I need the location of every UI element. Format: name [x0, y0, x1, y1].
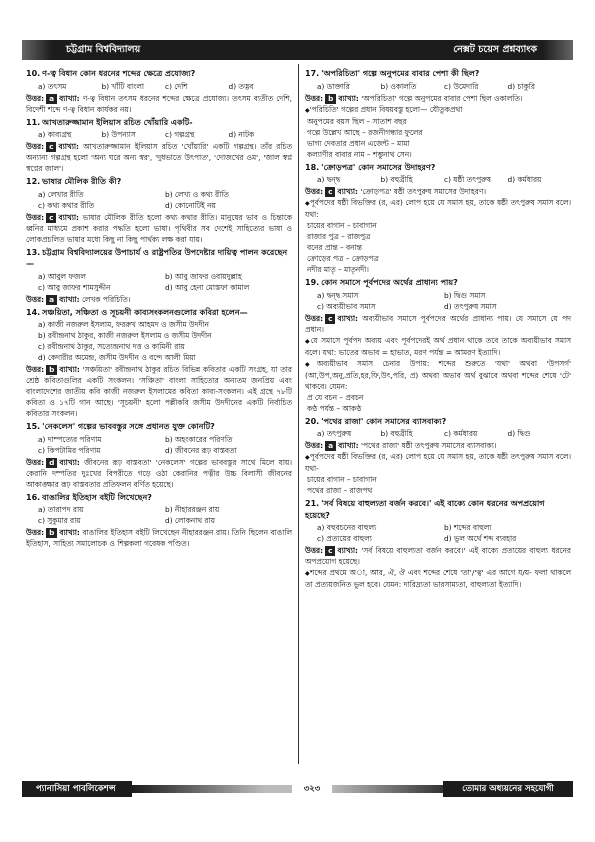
header-cap-right [543, 40, 573, 60]
option: b) অহংকারের পরিণতি [165, 434, 233, 444]
question-stem: ণ-ত্ব বিধান কোন ধরনের শব্দের ক্ষেত্রে প্রযোজ্য? [42, 69, 196, 78]
option: b) উপন্যাস [101, 130, 136, 139]
column-divider [298, 64, 299, 764]
question-stem: 'পথের রাজা' কোন সমাসের ব্যাসবাক্য? [321, 416, 447, 426]
footer-publisher: প্যানাসিয়া পাবলিকেশন্স [22, 781, 132, 797]
option: b) বহুব্রীহি [380, 175, 413, 184]
question-block [305, 162, 571, 276]
option: c) কিপটামির পরিণাম [38, 445, 101, 455]
answer-label: উত্তর: [26, 457, 45, 467]
answer-explanation [26, 527, 292, 549]
note-bullet: ◆ শব্দের প্রথমে অা, আর, ঐ, ঔ এবং শব্দের শেষে 'তা'/'ত্ব' এর আগে য/য়- ফলা থাকলে তা প্রত্যয়জনিত ভুল হবে। যেমন: দারিদ্র্যতা ভারসাম্যতা, বাহুল্যতা ইত্যাদি। [305, 567, 571, 590]
option: c) উমেদারি [444, 81, 479, 91]
answer-badge: a [325, 441, 336, 451]
answer-label: উত্তর: [26, 365, 45, 374]
note-bullet: ◆ অব্যয়ীভাব সমাস চেনার উপায়: শব্দের শুরুতে 'যথা' অথবা 'উপসর্গ' (আ,উপ,অনু,প্রতি,হর,ফি,উৎ,পরি, প্র) অথবা অভাব অর্থ বুঝাবে অথবা শব্দের শেষে 'টে' থাকবে। যেমন: [305, 358, 571, 392]
answer-label: উত্তর: [305, 93, 324, 103]
question-block [26, 421, 292, 490]
question-block [305, 277, 571, 414]
question-stem: 'ক্রোড়পত্র' কোন সমাসের উদাহরণ? [321, 162, 436, 172]
answer-badge: d [46, 458, 57, 468]
answer-label: উত্তর: [305, 187, 324, 196]
answer-badge: c [46, 213, 56, 223]
option: b) আবু জাফর ওবায়দুল্লাহ [165, 271, 242, 281]
question-block [26, 492, 292, 550]
question-block [305, 416, 571, 497]
note-bullet: ◆ 'পরিচিতি' গল্পের প্রধান বিষয়বস্তু হলো— যৌতুকপ্রথা [305, 104, 571, 116]
option: d) তৎপুরুষ সমাস [444, 301, 497, 311]
footer-slogan: তোমার অধ্যয়নের সহযোগী [443, 781, 573, 797]
example-line: কল্যাণীর বাবার নাম – শম্ভুনাথ সেন। [307, 149, 412, 159]
option: a) কাজী নজরুল ইসলাম, ফররুখ আহমদ ও জসীম উদদীন [38, 320, 209, 329]
option: b) নীহাররঞ্জন রায় [165, 505, 220, 514]
answer-label: উত্তর: [305, 313, 324, 323]
answer-label: উত্তর: [305, 441, 324, 450]
explanation-label: ব্যাখ্যা: [59, 457, 80, 467]
explanation-text: অব্যয়ীভাব সমাসে পূর্বপদের অর্থের প্রাধান্য পায়। যে সমাসে যে পদ প্রধান। [305, 313, 571, 334]
option: a) তারাপদ রায় [38, 505, 84, 514]
explanation-text: আখতারুজ্জামান ইলিয়াস রচিত 'খোঁয়ারি' একটি গল্পগ্রন্থ। তাঁর রচিত অন্যান্য গল্পগ্রন্থ হলো 'অন্য ঘরে অন্য স্বর', 'দুধভাতে উৎপাত', 'দোজখের ওম', 'জাল স্বপ্ন স্বপ্নের জাল'। [26, 142, 292, 173]
option: b) রবীন্দ্রনাথ ঠাকুর, কাজী নজরুল ইসলাম ও জসীম উদদীন [38, 331, 212, 340]
option: a) দ্বন্দ্ব সমাস [317, 290, 359, 300]
explanation-label: ব্যাখ্যা: [337, 187, 358, 196]
question-text [26, 247, 292, 270]
question-number: 18. [305, 162, 320, 172]
question-number: 15. [26, 422, 41, 431]
example-line: বনের প্রান্ত – বনান্ত [307, 243, 362, 252]
option: a) তৎসম [38, 81, 67, 91]
option: d) ভুল অর্থে শব্দ ব্যবহার [444, 534, 517, 543]
question-block [305, 498, 571, 590]
options-grid [317, 290, 571, 312]
option: a) তৎপুরুষ [317, 429, 352, 438]
question-stem: 'অপরিচিতা' গল্পে অনুপমের বাবার পেশা কী ছিল? [321, 69, 480, 78]
question-block [26, 176, 292, 245]
question-block [26, 117, 292, 175]
option: a) দাম্পত্যের পরিণাম [38, 434, 102, 444]
page-number: ৩২৩ [292, 781, 332, 797]
option: b) লেখ্য ও কথ্য রীতি [165, 189, 229, 199]
option: c) কথ্য কথার রীতি [38, 200, 95, 210]
answer-explanation [305, 186, 571, 197]
question-number: 17. [305, 69, 320, 78]
explanation-text: 'সঞ্চয়িতা' রবীন্দ্রনাথ ঠাকুর রচিত বিভিন্ন কবিতার একটি সংগ্রহ, যা তার শ্রেষ্ঠ কবিতাগুলির একটি সংকলন। 'সঞ্চিতা' বাংলা সাহিত্যের অন্যতম জনপ্রিয় এবং বাংলাদেশের জাতীয় কবি কাজী নজরুল ইসলামের কবিতা কাব্য-সংকলন। এই গ্রন্থে ৭৮টি কবিতা ও ১৭টি গান আছে। 'সূচয়নী' হলো পল্লীকবি জসীম উদদীনের একটি নির্বাচিত কবিতার সংকলন। [26, 365, 292, 418]
question-text [26, 68, 292, 80]
option: b) খাঁটি বাংলা [101, 81, 144, 91]
answer-explanation [26, 457, 292, 490]
option: d) আবু হেনা মোস্তফা কামাল [165, 282, 250, 292]
example-line: অনুপমের বয়স ছিল – সাতাশ বছর [307, 116, 407, 126]
option: c) গল্পগ্রন্থ [165, 130, 195, 139]
option: c) দেশি [165, 81, 188, 91]
option: c) কর্মধারয় [444, 429, 478, 438]
question-stem: কোন সমাসে পূর্বপদের অর্থের প্রাধান্য পায়? [321, 278, 458, 287]
option: a) আবুল ফজল [38, 271, 86, 281]
example-line: গল্পে উল্লেখ আছে – রজনীগন্ধার ফুলের [307, 127, 423, 137]
header-book-title: নেক্সট চয়েস প্রশ্নব্যাংক [453, 44, 537, 55]
question-text [26, 492, 292, 504]
options-grid [317, 522, 571, 544]
option: d) নাটক [228, 130, 255, 139]
question-stem: চট্টগ্রাম বিশ্ববিদ্যালয়ের উপাচার্য ও রাষ্ট্রপতির উপদেষ্টার দায়িত্ব পালন করেছেন— [26, 247, 288, 268]
header-university: চট্টগ্রাম বিশ্ববিদ্যালয় [66, 44, 141, 55]
option: a) বহুবচনের বাহুল্য [317, 523, 377, 532]
example-line: রাজার পুত্র – রাজপুত্র [307, 232, 371, 241]
question-number: 16. [26, 492, 41, 502]
option: b) ওকালতি [380, 81, 417, 91]
answer-label: উত্তর: [26, 142, 45, 151]
answer-explanation [26, 294, 292, 305]
option: d) কোনোটিই নয় [165, 200, 216, 210]
answer-explanation [305, 313, 571, 335]
answer-badge: b [46, 365, 57, 375]
explanation-text: ভাষার মৌলিক রীতি হলো কথ্য কথার রীতি। মানুষের ভাব ও চিন্তাকে ধ্বনির মাধ্যমে প্রকাশ করার পদ্ধতি হলো ভাষা। পৃথিবীর সব দেশেই সাহিত্যের ভাষা ও লোকপ্রচলিত ভাষার মধ্যে কিছু না কিছু পার্থক্য লক্ষ করা যায়। [26, 212, 292, 244]
explanation-label: ব্যাখ্যা: [338, 441, 359, 450]
options-grid [38, 271, 292, 293]
question-number: 21. [305, 499, 320, 508]
question-stem: 'সর্ব বিষয়ে বাহুল্যতা বর্জন করবে।' এই বাক্যে কোন ধরনের অপপ্রয়োগ হয়েছে? [305, 499, 545, 520]
explanation-label: ব্যাখ্যা: [58, 142, 79, 151]
answer-explanation [305, 93, 571, 104]
question-block [26, 247, 292, 305]
option: d) চাকুরি [507, 81, 535, 91]
option: b) শব্দের বাহুল্য [444, 523, 492, 532]
answer-explanation [305, 440, 571, 451]
page-header [22, 40, 573, 60]
question-number: 20. [305, 416, 320, 426]
answer-explanation [26, 364, 292, 419]
question-number: 12. [26, 177, 41, 186]
question-stem: 'নেকলেস' গল্পের ভাববস্তুর সঙ্গে প্রধানত যুক্ত কোনটি? [42, 422, 215, 431]
left-column [26, 66, 292, 549]
example-line: প্র যে বচন – প্রবচন [307, 392, 364, 402]
answer-badge: a [46, 295, 57, 305]
answer-explanation [26, 141, 292, 174]
option: a) লেখার রীতি [38, 189, 84, 199]
example-line: নদীর মাতৃ – মাতৃনদী। [307, 265, 369, 274]
answer-badge: c [325, 546, 335, 556]
answer-explanation [305, 545, 571, 567]
option: d) লোকনাথ রায় [165, 516, 215, 525]
option: a) কাব্যগ্রন্থ [38, 130, 72, 139]
answer-label: উত্তর: [26, 294, 45, 304]
option: c) রবীন্দ্রনাথ ঠাকুর, সত্যেন্দ্রনাথ দত্ত ও কামিনী রায় [38, 342, 185, 351]
question-text [305, 162, 571, 174]
explanation-label: ব্যাখ্যা: [58, 212, 79, 222]
answer-explanation [26, 93, 292, 115]
explanation-label: ব্যাখ্যা: [59, 528, 80, 537]
answer-explanation [26, 212, 292, 245]
question-text [305, 277, 571, 289]
option: d) তদ্ভব [228, 81, 254, 91]
question-block [305, 68, 571, 160]
header-cap-left [22, 40, 52, 60]
question-stem: সঞ্চয়িতা, সঞ্চিতা ও সূচয়নী কাব্যসংকলনগুলোর কবিরা হলেন— [42, 307, 248, 317]
answer-label: উত্তর: [26, 93, 45, 103]
question-number: 19. [305, 278, 320, 287]
options-grid [317, 81, 571, 92]
explanation-text: লেখক পরিচিতি। [81, 294, 131, 304]
options-grid [317, 174, 571, 185]
example-line: চায়ের বাগান – চাবাগান [307, 475, 377, 484]
question-block [26, 68, 292, 115]
note-bullet: ◆ পূর্বপদের ষষ্ঠী বিভক্তির (র, এর) লোপ হয়ে যে সমাস হয়, তাকে ষষ্ঠী তৎপুরুষ সমাস বলে। যথা- [305, 451, 571, 474]
answer-badge: b [46, 528, 57, 538]
example-line: কণ্ঠ পর্যন্ত – আকণ্ঠ [307, 403, 362, 413]
explanation-text: বাঙালির ইতিহাস বইটি লিখেছেন নীহাররঞ্জন রায়। তিনি ছিলেন বাঙালি ইতিহাস, সাহিত্য সমালোচক ও শিল্পকলা গবেষক পণ্ডিত। [26, 528, 292, 548]
right-column [305, 66, 571, 590]
question-stem: ভাষার মৌলিক রীতি কী? [42, 177, 122, 186]
option: c) সুকুমার রায় [38, 516, 81, 525]
question-text [26, 307, 292, 319]
note-bullet: ◆ পূর্বপদের ষষ্ঠী বিভক্তির (র, এর) লোপ হয়ে যে সমাস হয়, তাকে ষষ্ঠী তৎপুরুষ সমাস বলে। যথা: [305, 197, 571, 220]
option: d) কেদারীর অমেন্দ্র, জসীম উদদীন ও বন্দে আলী মিয়া [38, 353, 196, 362]
options-grid [38, 81, 292, 92]
question-text [26, 176, 292, 188]
option: b) বহুব্রীহি [380, 429, 413, 438]
option: d) জীবনের রূঢ় বাস্তবতা [165, 445, 237, 455]
options-grid [38, 129, 292, 140]
option: d) কর্মধারয় [507, 175, 542, 184]
question-stem: আখতারুজ্জামান ইলিয়াস রচিত খোঁয়ারি একটি- [42, 117, 193, 127]
explanation-text: 'পথের রাজা' ষষ্ঠী তৎপুরুষ সমাসের ব্যাসবাক্য। [360, 441, 497, 450]
option: c) আবু জাফর শামসুদ্দীন [38, 282, 111, 292]
explanation-label: ব্যাখ্যা: [338, 93, 359, 103]
options-grid [38, 504, 292, 526]
explanation-text: 'অপরিচিতা' গল্পে অনুপমের বাবার পেশা ছিল ওকালতি। [361, 93, 523, 103]
example-line: ক্রোড়ের পত্র – ক্রোড়পত্র [307, 254, 379, 263]
explanation-text: 'ক্রোড়পত্র' ষষ্ঠী তৎপুরুষ সমাসের উদাহরণ। [360, 187, 486, 196]
question-text [305, 498, 571, 521]
explanation-text: জীবনের রূঢ় বাস্তবতা' 'নেকলেস' গল্পের ভাববস্তুর সাথে মিলে যায়। কেরানি দম্পতির দুঃখের বিপরীতে গড়ে ওঠা কেরানির পত্নীর উচ্চ বিলাসী জীবনের আকাঙ্ক্ষার রূঢ় বাস্তবতার প্রতিফলন বর্ণিত হয়েছে। [26, 457, 292, 489]
question-text [26, 421, 292, 433]
explanation-label: ব্যাখ্যা: [337, 546, 358, 555]
example-line: চায়ের বাগান – চাবাগান [307, 221, 377, 230]
explanation-label: ব্যাখ্যা: [59, 93, 80, 103]
answer-label: উত্তর: [26, 212, 45, 222]
options-grid [317, 428, 571, 439]
answer-label: উত্তর: [26, 528, 45, 537]
page-footer [22, 781, 573, 797]
question-stem: বাঙালির ইতিহাস বইটি লিখেছেন? [42, 492, 152, 502]
example-line: ভাগ্য দেবতার প্রধান এজেন্ট – মামা [307, 138, 410, 148]
option: c) ষষ্ঠী তৎপুরুষ [444, 175, 491, 184]
option: a) ডাক্তারি [317, 81, 350, 91]
explanation-label: ব্যাখ্যা: [337, 313, 358, 323]
options-grid [38, 434, 292, 456]
example-line: পথের রাজা – রাজপথ [307, 486, 373, 495]
explanation-text: ণ-ত্ব বিধান তৎসম ধরনের শব্দের ক্ষেত্রে প্রযোজ্য। তৎসম ব্যতীত দেশি, বিদেশী শব্দে ণ-ত্ব বিধান কার্যকর নয়। [26, 93, 292, 114]
explanation-text: 'সর্ব বিষয়ে বাহুল্যতা বর্জন করবে।' এই বাক্যে প্রত্যয়ের বাহুল্য ধরনের অপপ্রয়োগ হয়েছে। [305, 546, 571, 566]
option: d) দ্বিগু [507, 429, 531, 438]
option: a) দ্বন্দ্ব [317, 175, 340, 184]
option: b) দ্বিগু সমাস [444, 290, 486, 300]
options-grid [38, 319, 292, 363]
answer-badge: c [325, 187, 335, 197]
question-number: 14. [26, 307, 41, 317]
question-number: 11. [26, 117, 41, 127]
explanation-label: ব্যাখ্যা: [59, 365, 80, 374]
question-number: 10. [26, 69, 41, 78]
question-text [305, 416, 571, 428]
option: c) প্রত্যয়ের বাহুল্য [317, 534, 372, 543]
answer-badge: c [325, 314, 335, 324]
answer-badge: b [325, 94, 336, 104]
answer-label: উত্তর: [305, 546, 324, 555]
options-grid [38, 189, 292, 211]
note-bullet: ◆ যে সমাসে পূর্বপদ অব্যয় এবং পূর্বপদেরই অর্থ প্রধান থাকে তবে তাকে অব্যয়ীভাব সমাস বলে। যথা: ভাতের অভাব = হাভাত, মরণ পর্যন্ত = আমরণ ইত্যাদি। [305, 335, 571, 358]
question-text [305, 68, 571, 80]
question-block [26, 307, 292, 420]
answer-badge: a [46, 94, 57, 104]
question-number: 13. [26, 247, 41, 257]
question-text [26, 117, 292, 129]
explanation-label: ব্যাখ্যা: [59, 294, 80, 304]
answer-badge: c [46, 142, 56, 152]
option: c) অব্যয়ীভাব সমাস [317, 301, 376, 311]
